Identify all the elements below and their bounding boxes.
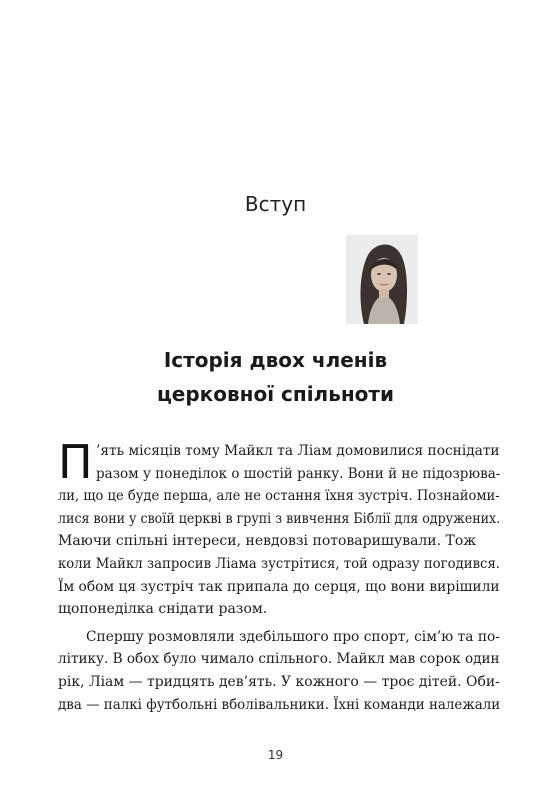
text-line: коли Майкл запросив Ліама зустрітися, той одразу погодився. — [58, 555, 501, 572]
text-line: ’ять місяців тому Майкл та Ліам домовилися поснідати — [96, 443, 500, 459]
section-title — [0, 343, 551, 411]
text-line: літику. В обох було чимало спільного. Майкл мав сорок один — [58, 651, 500, 668]
text-line: щопонеділка снідати разом. — [58, 601, 268, 618]
text-line: Їм обом ця зустріч так припала до серця, що вони вирішили — [58, 578, 500, 595]
chapter-label: Вступ — [244, 192, 307, 216]
page-number: 19 — [267, 748, 284, 762]
text-line: разом у понеділок о шостій ранку. Вони й не підозрюва- — [96, 465, 501, 482]
body-text — [58, 435, 501, 716]
text-line: ли, що це буде перша, але не остання їхня зустріч. Познайоми- — [58, 488, 500, 505]
text-line: лися вони у своїй церкві в групі з вивчення Біблії для одружених. — [58, 510, 501, 527]
paragraph-1 — [58, 435, 501, 621]
author-portrait — [346, 235, 418, 324]
title-line: церковної спільноти — [156, 382, 395, 406]
text-line: два — палкі футбольні вболівальники. Їхні команди належали — [58, 696, 501, 713]
title-line: Історія двох членів — [163, 348, 388, 372]
paragraph-2 — [58, 626, 500, 716]
text-line: Спершу розмовляли здебільшого про спорт, сім’ю та по- — [86, 628, 500, 645]
text-line: рік, Ліам — тридцять дев’ять. У кожного — троє дітей. Оби- — [58, 673, 500, 690]
drop-cap: П — [58, 435, 93, 489]
portrait-image — [346, 235, 418, 324]
text-line: Маючи спільні інтереси, невдовзі потоваришували. Тож — [58, 533, 477, 550]
